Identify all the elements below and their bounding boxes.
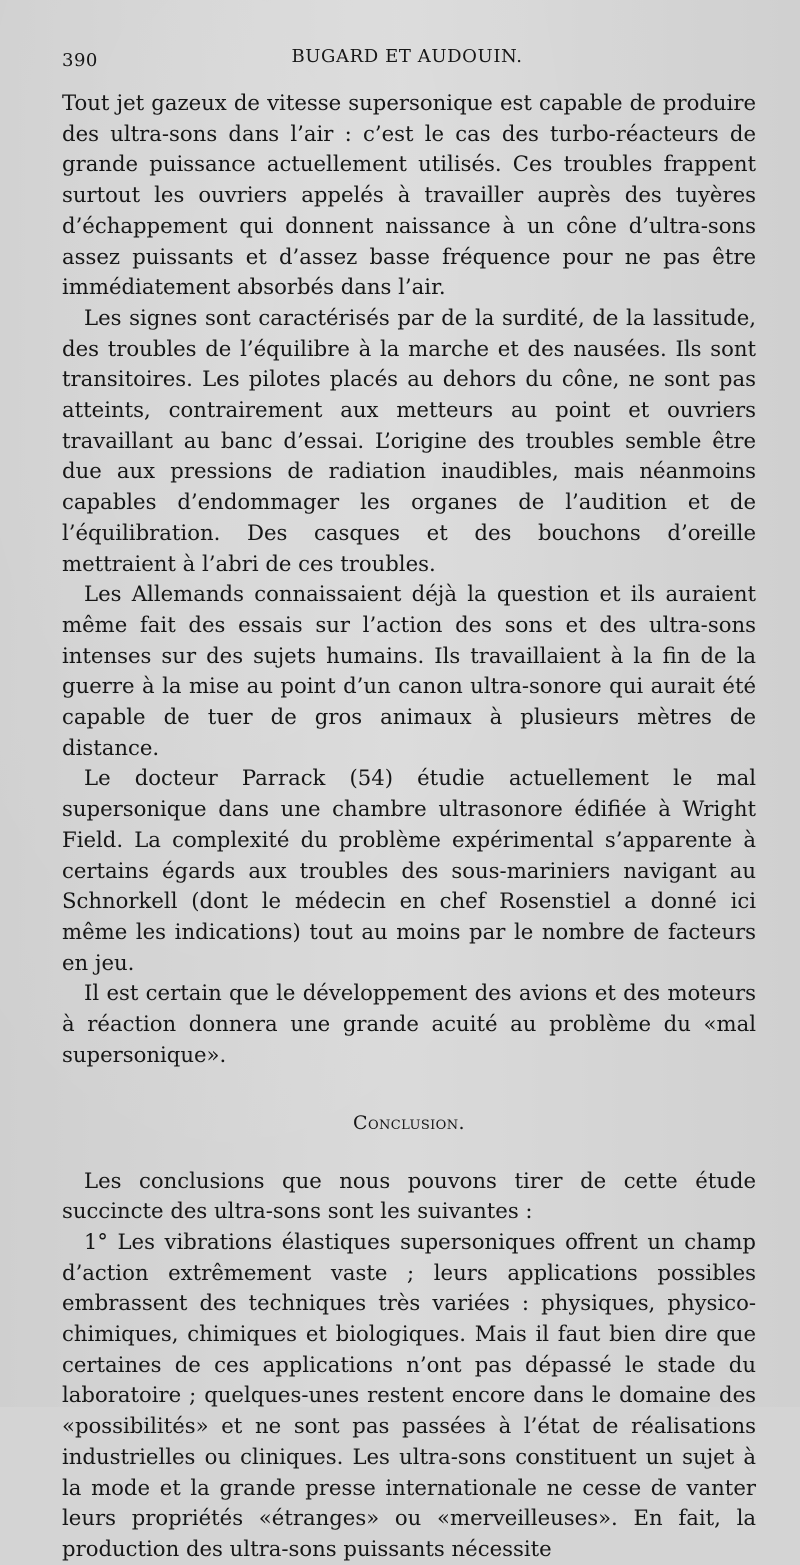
paragraph-germans: Les Allemands connaissaient déjà la question et ils auraient même fait des essais sur l’action des sons et des ultra-sons intenses sur des sujets humains. Ils travaillaient à la fin de la guerre à la mise au point d’un canon ultra-sonore qui aurait été capable de tuer de gros animaux à plusieurs mètres de distance. <box>62 581 756 760</box>
list-item-number: 1° <box>84 1229 108 1254</box>
running-head: BUGARD ET AUDOUIN. <box>291 46 523 67</box>
page-number: 390 <box>62 50 98 71</box>
paragraph-parrack: Le docteur Parrack (54) étudie actuellement le mal supersonique dans une chambre ultrasonore édifiée à Wright Field. La complexité du problème expérimental s’apparente à certains égards aux troubles des sous-mariniers navigant au Schnorkell (dont le médecin en chef Rosenstiel a donné ici même les indications) tout au moins par le nombre de facteurs en jeu. <box>62 765 756 975</box>
paragraph-symptoms: Les signes sont caractérisés par de la surdité, de la lassitude, des troubles de l’équilibre à la marche et des nausées. Ils sont transitoires. Les pilotes placés au dehors du cône, ne sont pas atteints, contrairement aux metteurs au point et ouvriers travaillant au banc d’essai. L’origine des troubles semble être due aux pressions de radiation inaudibles, mais néanmoins capables d’endommager les organes de l’audition et de l’équilibration. Des casques et des bouchons d’oreille mettraient à l’abri de ces troubles. <box>62 304 756 576</box>
list-item-text: Les vibrations élastiques supersoniques offrent un champ d’action extrêmement vaste ; leurs applications possibles embrassent des techniques très variées : physiques, physico-chimiques, chimiques et biologiques. Mais il faut bien dire que certaines de ces applications n’ont pas dépassé le stade du laboratoire ; quelques-unes restent encore dans le domaine des «possibilités» et ne sont pas passées à l’état de réalisations industrielles ou cliniques. Les ultra-sons constituent un sujet à la mode et la grande presse internationale ne cesse de vanter leurs propriétés «étranges» ou «merveilleuses». En fait, la production des ultra-sons puissants nécessite <box>62 1228 756 1561</box>
paragraph-conclusion-intro: Les conclusions que nous pouvons tirer de cette étude succincte des ultra-sons sont les suivantes : <box>62 1167 756 1224</box>
paragraph-supersonic-jets: Tout jet gazeux de vitesse supersonique est capable de produire des ultra-sons dans l’air : c’est le cas des turbo-réacteurs de grande puissance actuellement utilisés. Ces troubles frappent surtout les ouvriers appelés à travailler auprès des tuyères d’échappement qui donnent naissance à un cône d’ultra-sons assez puissants et d’assez basse fréquence pour ne pas être immédiatement absorbés dans l’air. <box>62 90 756 300</box>
page-header <box>62 42 752 76</box>
conclusion-item-1 <box>62 1227 756 1565</box>
body-text <box>62 88 756 1565</box>
section-heading-conclusion: Conclusion. <box>353 1111 465 1134</box>
paragraph-aircraft: Il est certain que le développement des avions et des moteurs à réaction donnera une grande acuité au problème du «mal supersonique». <box>62 980 756 1067</box>
